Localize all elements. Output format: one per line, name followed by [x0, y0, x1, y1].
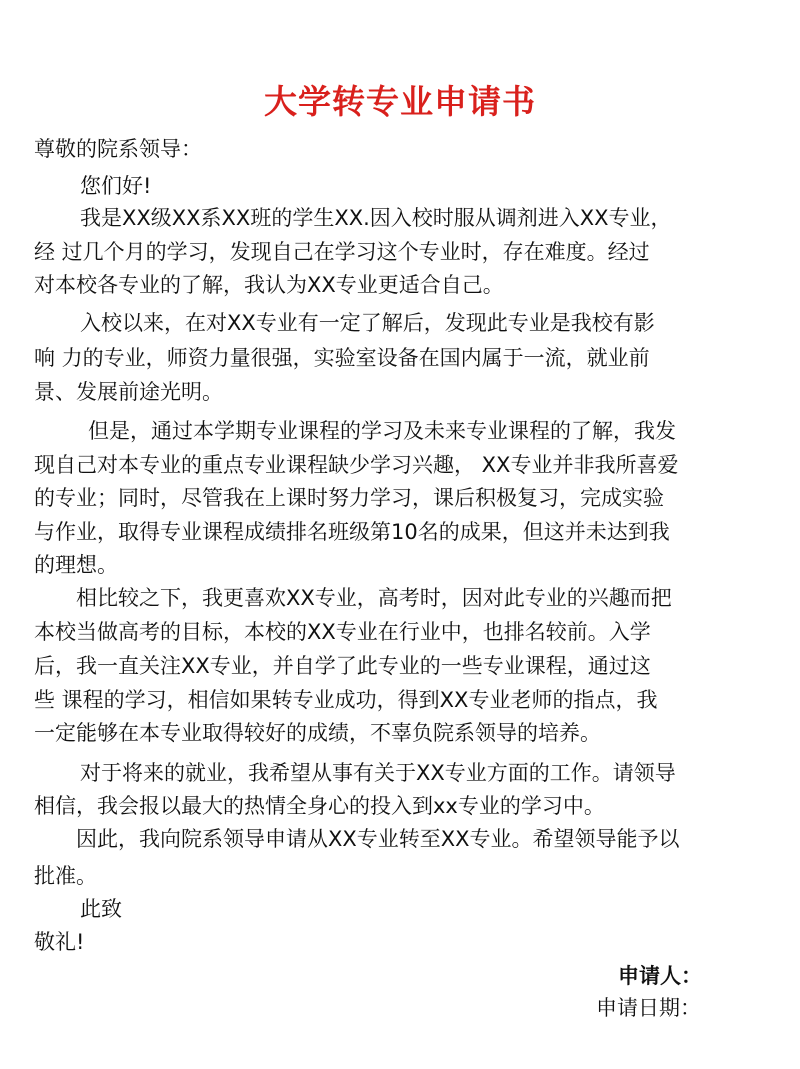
paragraph-2-line-3: 景、发展前途光明。 [34, 380, 223, 404]
paragraph-3-line-2: 现自己对本专业的重点专业课程缺少学习兴趣， XX专业并非我所喜爱 [34, 453, 679, 477]
paragraph-4-line-4: 些 课程的学习，相信如果转专业成功，得到XX专业老师的指点，我 [34, 688, 658, 712]
greeting: 您们好! [80, 174, 152, 198]
regards: 敬礼! [34, 930, 85, 954]
paragraph-4-line-3: 后，我一直关注XX专业，并自学了此专业的一些专业课程，通过这 [34, 654, 651, 678]
paragraph-2-line-2: 响 力的专业，师资力量很强，实验室设备在国内属于一流，就业前 [34, 346, 650, 370]
applicant-label: 申请人： [618, 964, 702, 988]
paragraph-5-line-1: 对于将来的就业，我希望从事有关于XX专业方面的工作。请领导 [80, 761, 676, 785]
paragraph-2-line-1: 入校以来，在对XX专业有一定了解后，发现此专业是我校有影 [80, 311, 655, 335]
paragraph-3-line-5: 的理想。 [34, 553, 118, 577]
paragraph-1-line-2: 经 过几个月的学习，发现自己在学习这个专业时，存在难度。经过 [34, 240, 650, 264]
paragraph-3-line-4: 与作业，取得专业课程成绩排名班级第10名的成果，但这并未达到我 [34, 520, 670, 544]
closing: 此致 [80, 897, 122, 921]
paragraph-3-line-3: 的专业；同时，尽管我在上课时努力学习，课后积极复习，完成实验 [34, 486, 664, 510]
letter-title: 大学转专业申请书 [264, 82, 536, 121]
paragraph-4-line-1: 相比较之下，我更喜欢XX专业，高考时，因对此专业的兴趣而把 [76, 586, 672, 610]
paragraph-3-line-1: 但是，通过本学期专业课程的学习及未来专业课程的了解，我发 [88, 419, 676, 443]
paragraph-1-line-1: 我是XX级XX系XX班的学生XX.因入校时服从调剂进入XX专业， [80, 206, 672, 230]
paragraph-6-line-1: 因此，我向院系领导申请从XX专业转至XX专业。希望领导能予以 [76, 827, 680, 851]
paragraph-6-line-2: 批准。 [34, 864, 97, 888]
paragraph-4-line-5: 一定能够在本专业取得较好的成绩，不辜负院系领导的培养。 [34, 721, 601, 745]
application-date-label: 申请日期： [596, 996, 701, 1020]
paragraph-5-line-2: 相信，我会报以最大的热情全身心的投入到xx专业的学习中。 [34, 794, 605, 818]
paragraph-1-line-3: 对本校各专业的了解，我认为XX专业更适合自己。 [34, 273, 504, 297]
paragraph-4-line-2: 本校当做高考的目标，本校的XX专业在行业中，也排名较前。入学 [34, 620, 651, 644]
salutation: 尊敬的院系领导： [34, 137, 202, 161]
